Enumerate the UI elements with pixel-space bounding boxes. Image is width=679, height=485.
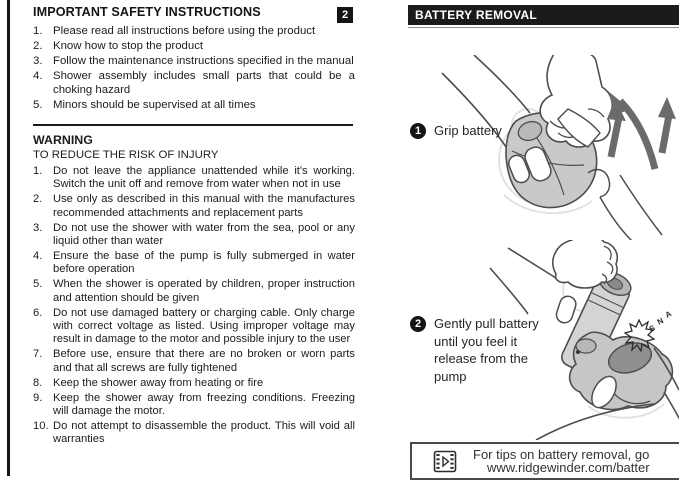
page-left-border [7, 0, 10, 476]
snap-letter: S [647, 323, 657, 334]
list-item [33, 278, 355, 305]
warning-title: WARNING [33, 133, 93, 147]
list-number: 2. [33, 193, 43, 206]
list-number: 4. [33, 249, 43, 262]
list-text: When the shower is operated by children, proper instruction and attention should be given [53, 278, 355, 304]
list-text: Please read all instructions before using the product [53, 25, 316, 37]
list-number: 5. [33, 278, 43, 291]
list-item [33, 250, 355, 277]
step-1-number-badge: 1 [410, 123, 426, 139]
step-2-number-badge: 2 [410, 316, 426, 332]
pump-body [570, 332, 673, 409]
warning-list [33, 165, 355, 447]
list-item [33, 165, 355, 192]
list-number: 3. [33, 55, 43, 67]
list-item [33, 54, 355, 68]
step-1 [410, 122, 502, 140]
list-text: Use only as described in this manual with the manufactures recommended attachments and replacement parts [53, 193, 355, 219]
list-number: 2. [33, 40, 43, 52]
list-text: Follow the maintenance instructions specified in the manual [53, 55, 354, 67]
list-number: 4. [33, 70, 43, 82]
snap-letter: N [655, 316, 666, 327]
list-item [33, 98, 355, 112]
list-number: 6. [33, 306, 43, 319]
list-number: 1. [33, 25, 43, 37]
list-item [33, 392, 355, 419]
video-tip-text [473, 448, 650, 475]
list-text: Do not attempt to disassemble the product. This will void all warranties [53, 419, 355, 446]
section-title-safety: IMPORTANT SAFETY INSTRUCTIONS [33, 5, 261, 19]
list-item [33, 24, 355, 38]
safety-list [33, 24, 355, 112]
step-2 [410, 315, 546, 385]
battery-removal-header: BATTERY REMOVAL [408, 5, 679, 25]
list-number: 9. [33, 391, 43, 404]
list-text: Do not leave the appliance unattended while it's working. Switch the unit off and remove from water when not in use [53, 165, 355, 191]
twist-arrows-icon [607, 91, 676, 169]
page-number-badge: 2 [337, 7, 353, 23]
list-item [33, 307, 355, 347]
list-text: Do not use the shower with water from the sea, pool or any liquid other than water [53, 221, 355, 248]
snap-letter: A [663, 309, 674, 320]
list-text: Keep the shower away from heating or fire [53, 376, 264, 389]
video-film-icon [433, 450, 457, 473]
grip-battery-illustration [408, 55, 679, 240]
list-text: Shower assembly includes small parts that could be a choking hazard [53, 70, 355, 96]
list-number: 3. [33, 221, 43, 234]
list-number: 5. [33, 99, 43, 111]
tip-line-2: www.ridgewinder.com/batter [487, 460, 650, 475]
section-divider [33, 124, 353, 126]
list-item [33, 348, 355, 375]
step-1-label: Grip battery [434, 123, 502, 138]
list-number: 8. [33, 376, 43, 389]
header-underline [408, 27, 679, 28]
list-text: Know how to stop the product [53, 40, 204, 52]
list-text: Keep the shower away from freezing conditions. Freezing will damage the motor. [53, 391, 355, 417]
list-text: Do not use damaged battery or charging cable. Only charge with correct voltage as listed. Using improper voltage may result in damage to the motor and possible injury to the user [53, 306, 355, 346]
list-text: Minors should be supervised at all times [53, 99, 256, 111]
list-item [33, 69, 355, 97]
list-number: 1. [33, 165, 43, 177]
video-tip-box [410, 442, 679, 480]
step-2-label: Gently pull battery until you feel it release from the pump [434, 316, 539, 384]
list-number: 7. [33, 348, 43, 361]
list-item [33, 39, 355, 53]
list-item [33, 193, 355, 220]
list-item [33, 222, 355, 249]
list-number: 10. [33, 419, 49, 432]
warning-subtitle: TO REDUCE THE RISK OF INJURY [33, 149, 219, 161]
list-item [33, 420, 355, 447]
list-text: Ensure the base of the pump is fully submerged in water before operation [53, 249, 355, 276]
list-text: Before use, ensure that there are no broken or worn parts and that all screws are fully tightened [53, 348, 355, 374]
list-item [33, 377, 355, 390]
safety-instructions-section [33, 5, 355, 448]
tip-line-1: For tips on battery removal, go [473, 446, 650, 462]
